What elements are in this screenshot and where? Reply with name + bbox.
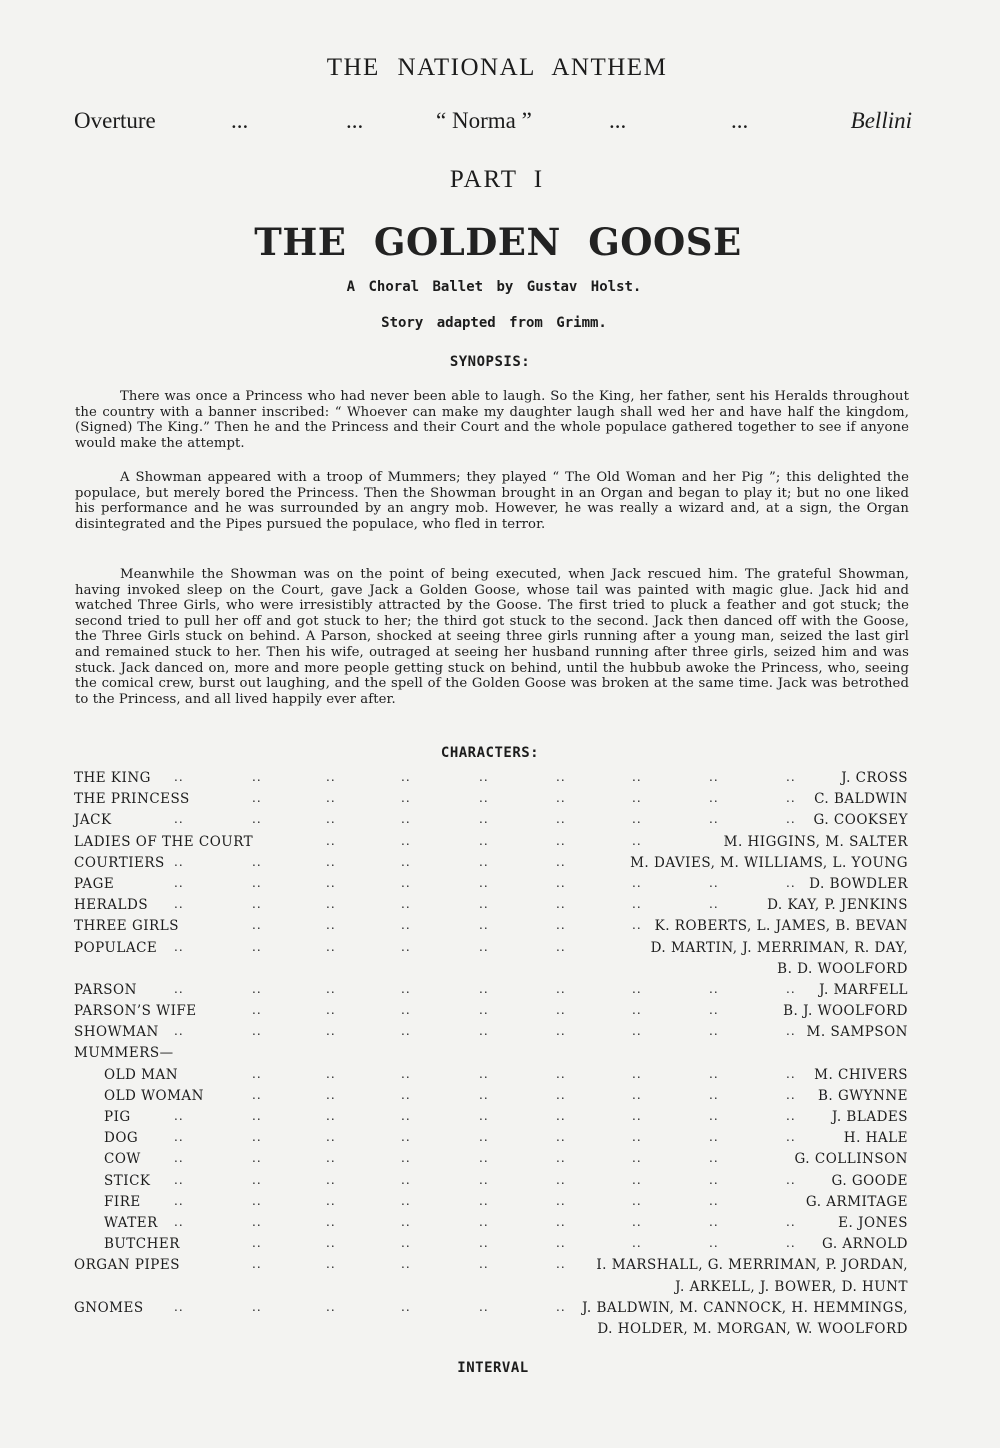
leader-dots: ..: [252, 918, 262, 933]
leader-dots: ..: [401, 770, 411, 784]
leader-dots: ..: [479, 833, 489, 848]
cast-actor: G. COLLINSON: [794, 1151, 908, 1168]
leader-dots: ..: [479, 1087, 489, 1102]
cast-actor: M. HIGGINS, M. SALTER: [723, 833, 908, 850]
leader-dots: ..: [401, 1130, 411, 1145]
leader-dots: ..: [556, 854, 566, 869]
cast-actor: B. J. WOOLFORD: [783, 1003, 908, 1020]
leader-dots: ..: [479, 1214, 489, 1229]
work-subtitle: A Choral Ballet by Gustav Holst.: [346, 279, 642, 295]
cast-actor: D. MARTIN, J. MERRIMAN, R. DAY,: [650, 939, 908, 956]
leader-dots: ..: [479, 1024, 489, 1039]
leader-dots: ..: [174, 1130, 184, 1145]
leader-dots: ..: [479, 854, 489, 869]
leader-dots: ..: [632, 1109, 642, 1123]
leader-dots: ..: [174, 1151, 184, 1166]
cast-actor: J. BALDWIN, M. CANNOCK, H. HEMMINGS,: [582, 1299, 908, 1316]
cast-row: [74, 1279, 908, 1300]
cast-role: WATER: [104, 1214, 158, 1231]
cast-role: DOG: [104, 1130, 139, 1147]
leader-dots: ..: [479, 939, 489, 954]
leader-dots: ..: [401, 1193, 411, 1208]
leader-dots: ..: [174, 1109, 184, 1123]
overture-label: Overture: [74, 108, 156, 133]
leader-dots: ..: [326, 833, 336, 848]
cast-role: HERALDS: [74, 897, 149, 914]
leader-dots: ..: [401, 918, 411, 933]
cast-role: LADIES OF THE COURT: [74, 833, 254, 850]
leader-dots: ..: [326, 1151, 336, 1166]
cast-actor: I. MARSHALL, G. MERRIMAN, P. JORDAN,: [596, 1257, 908, 1274]
leader-dots: ..: [174, 939, 184, 954]
cast-row: [74, 918, 908, 939]
cast-role: THREE GIRLS: [74, 918, 179, 935]
leader-dots: ..: [632, 1003, 642, 1018]
leader-dots: ..: [556, 1236, 566, 1251]
cast-row: [74, 1130, 908, 1151]
cast-row: [74, 791, 908, 812]
cast-actor: G. COOKSEY: [813, 812, 908, 829]
overture-leader-dots: ...: [346, 108, 364, 133]
cast-row: [74, 1194, 908, 1215]
leader-dots: ..: [326, 1236, 336, 1251]
cast-actor: J. CROSS: [841, 770, 908, 786]
cast-row: [74, 876, 908, 897]
leader-dots: ..: [709, 1066, 719, 1081]
leader-dots: ..: [252, 1024, 262, 1039]
leader-dots: ..: [252, 1003, 262, 1018]
leader-dots: ..: [326, 1003, 336, 1018]
leader-dots: ..: [556, 791, 566, 806]
leader-dots: ..: [401, 1257, 411, 1272]
leader-dots: ..: [252, 770, 262, 784]
cast-row: [74, 1067, 908, 1088]
leader-dots: ..: [401, 1151, 411, 1166]
leader-dots: ..: [326, 1193, 336, 1208]
leader-dots: ..: [786, 1024, 796, 1039]
leader-dots: ..: [401, 854, 411, 869]
leader-dots: ..: [252, 812, 262, 827]
cast-role: PARSON’S WIFE: [74, 1003, 197, 1020]
cast-role: OLD MAN: [104, 1066, 179, 1083]
leader-dots: ..: [556, 875, 566, 890]
cast-row: [74, 1321, 908, 1342]
leader-dots: ..: [632, 918, 642, 933]
leader-dots: ..: [174, 1214, 184, 1229]
leader-dots: ..: [252, 897, 262, 912]
cast-actor: H. HALE: [843, 1130, 908, 1147]
leader-dots: ..: [709, 1214, 719, 1229]
leader-dots: ..: [632, 1024, 642, 1039]
cast-role: ORGAN PIPES: [74, 1257, 180, 1274]
leader-dots: ..: [556, 897, 566, 912]
leader-dots: ..: [709, 1024, 719, 1039]
synopsis-paragraph: A Showman appeared with a troop of Mummers; they played “ The Old Woman and her Pig ”; this delighted the populace, but merely bored the Princess. Then the Showman brought in an Organ and began to play it; but no one liked his performance and he was surrounded by an angry mob. However, he was really a wizard and, at a sign, the Organ disintegrated and the Pipes pursued the populace, who fled in terror.: [75, 470, 909, 532]
leader-dots: ..: [252, 1066, 262, 1081]
leader-dots: ..: [326, 812, 336, 827]
cast-row: [74, 1024, 908, 1045]
cast-role: FIRE: [104, 1193, 141, 1210]
national-anthem-heading: THE NATIONAL ANTHEM: [326, 54, 668, 81]
leader-dots: ..: [786, 1214, 796, 1229]
cast-role: BUTCHER: [104, 1236, 180, 1253]
leader-dots: ..: [326, 1087, 336, 1102]
leader-dots: ..: [479, 897, 489, 912]
cast-actor: K. ROBERTS, L. JAMES, B. BEVAN: [654, 918, 908, 935]
leader-dots: ..: [632, 981, 642, 996]
leader-dots: ..: [174, 854, 184, 869]
leader-dots: ..: [174, 770, 184, 784]
characters-heading: CHARACTERS:: [440, 745, 540, 761]
leader-dots: ..: [709, 812, 719, 827]
leader-dots: ..: [174, 981, 184, 996]
leader-dots: ..: [326, 791, 336, 806]
leader-dots: ..: [632, 1214, 642, 1229]
leader-dots: ..: [326, 939, 336, 954]
leader-dots: ..: [709, 981, 719, 996]
cast-row: [74, 834, 908, 855]
leader-dots: ..: [632, 1151, 642, 1166]
leader-dots: ..: [709, 1151, 719, 1166]
leader-dots: ..: [326, 1066, 336, 1081]
cast-actor: E. JONES: [838, 1214, 908, 1231]
leader-dots: ..: [401, 1236, 411, 1251]
cast-row: [74, 1215, 908, 1236]
leader-dots: ..: [401, 875, 411, 890]
cast-actor: M. SAMPSON: [806, 1024, 908, 1041]
cast-actor: G. GOODE: [831, 1172, 908, 1189]
leader-dots: ..: [479, 770, 489, 784]
leader-dots: ..: [174, 1193, 184, 1208]
leader-dots: ..: [174, 875, 184, 890]
leader-dots: ..: [786, 1109, 796, 1123]
cast-row: [74, 1257, 908, 1278]
leader-dots: ..: [401, 1066, 411, 1081]
leader-dots: ..: [709, 1193, 719, 1208]
cast-row: [74, 1109, 908, 1130]
leader-dots: ..: [632, 1130, 642, 1145]
cast-role: PAGE: [74, 875, 115, 892]
interval-label: INTERVAL: [457, 1360, 529, 1376]
leader-dots: ..: [252, 1172, 262, 1187]
leader-dots: ..: [326, 875, 336, 890]
leader-dots: ..: [252, 791, 262, 806]
cast-role: SHOWMAN: [74, 1024, 159, 1041]
cast-row: [74, 982, 908, 1003]
leader-dots: ..: [401, 897, 411, 912]
leader-dots: ..: [174, 812, 184, 827]
cast-role: COW: [104, 1151, 141, 1168]
leader-dots: ..: [252, 1087, 262, 1102]
cast-row: [74, 812, 908, 833]
leader-dots: ..: [479, 791, 489, 806]
cast-role: THE KING: [74, 770, 151, 786]
leader-dots: ..: [632, 897, 642, 912]
cast-row: [74, 1151, 908, 1172]
cast-actor: D. HOLDER, M. MORGAN, W. WOOLFORD: [597, 1320, 908, 1337]
leader-dots: ..: [709, 1087, 719, 1102]
overture-leader-dots: ...: [609, 108, 627, 133]
leader-dots: ..: [479, 1257, 489, 1272]
leader-dots: ..: [556, 918, 566, 933]
cast-actor: B. D. WOOLFORD: [777, 960, 908, 977]
leader-dots: ..: [252, 981, 262, 996]
work-story-credit: Story adapted from Grimm.: [381, 315, 607, 331]
leader-dots: ..: [632, 1087, 642, 1102]
leader-dots: ..: [556, 1257, 566, 1272]
leader-dots: ..: [326, 770, 336, 784]
leader-dots: ..: [709, 770, 719, 784]
leader-dots: ..: [709, 897, 719, 912]
leader-dots: ..: [556, 1087, 566, 1102]
leader-dots: ..: [786, 1172, 796, 1187]
leader-dots: ..: [479, 1193, 489, 1208]
leader-dots: ..: [556, 1109, 566, 1123]
leader-dots: ..: [401, 812, 411, 827]
cast-role: MUMMERS—: [74, 1045, 174, 1062]
leader-dots: ..: [556, 1003, 566, 1018]
leader-dots: ..: [479, 1109, 489, 1123]
leader-dots: ..: [326, 1130, 336, 1145]
leader-dots: ..: [632, 1193, 642, 1208]
leader-dots: ..: [401, 791, 411, 806]
leader-dots: ..: [326, 918, 336, 933]
leader-dots: ..: [174, 1172, 184, 1187]
leader-dots: ..: [401, 1003, 411, 1018]
cast-role: OLD WOMAN: [104, 1087, 204, 1104]
part-heading: PART I: [449, 166, 545, 193]
leader-dots: ..: [401, 1087, 411, 1102]
leader-dots: ..: [479, 1299, 489, 1314]
cast-list: [74, 770, 908, 1342]
leader-dots: ..: [479, 1151, 489, 1166]
leader-dots: ..: [479, 1130, 489, 1145]
cast-row: [74, 855, 908, 876]
cast-actor: D. BOWDLER: [809, 875, 908, 892]
leader-dots: ..: [786, 1087, 796, 1102]
leader-dots: ..: [479, 812, 489, 827]
leader-dots: ..: [401, 833, 411, 848]
leader-dots: ..: [786, 812, 796, 827]
leader-dots: ..: [632, 1236, 642, 1251]
leader-dots: ..: [252, 875, 262, 890]
cast-row: [74, 1088, 908, 1109]
leader-dots: ..: [556, 812, 566, 827]
leader-dots: ..: [709, 1130, 719, 1145]
leader-dots: ..: [709, 1109, 719, 1123]
leader-dots: ..: [401, 939, 411, 954]
leader-dots: ..: [709, 875, 719, 890]
leader-dots: ..: [401, 1109, 411, 1123]
leader-dots: ..: [556, 1214, 566, 1229]
leader-dots: ..: [252, 1214, 262, 1229]
leader-dots: ..: [174, 1299, 184, 1314]
leader-dots: ..: [252, 939, 262, 954]
leader-dots: ..: [632, 1172, 642, 1187]
cast-actor: D. KAY, P. JENKINS: [767, 897, 908, 914]
leader-dots: ..: [479, 1172, 489, 1187]
leader-dots: ..: [401, 1299, 411, 1314]
cast-row: [74, 1300, 908, 1321]
leader-dots: ..: [556, 1299, 566, 1314]
leader-dots: ..: [556, 1172, 566, 1187]
leader-dots: ..: [556, 833, 566, 848]
leader-dots: ..: [479, 918, 489, 933]
leader-dots: ..: [556, 1151, 566, 1166]
cast-row: [74, 940, 908, 961]
leader-dots: ..: [556, 1024, 566, 1039]
leader-dots: ..: [556, 1130, 566, 1145]
leader-dots: ..: [479, 875, 489, 890]
leader-dots: ..: [786, 1236, 796, 1251]
cast-row: [74, 770, 908, 791]
cast-row: [74, 961, 908, 982]
leader-dots: ..: [326, 1299, 336, 1314]
cast-role: PIG: [104, 1109, 131, 1125]
leader-dots: ..: [326, 1172, 336, 1187]
leader-dots: ..: [786, 875, 796, 890]
leader-dots: ..: [479, 1066, 489, 1081]
overture-title: “ Norma ”: [436, 108, 532, 133]
leader-dots: ..: [252, 1130, 262, 1145]
leader-dots: ..: [556, 939, 566, 954]
synopsis-paragraph: Meanwhile the Showman was on the point of being executed, when Jack rescued him. The grateful Showman, having invoked sleep on the Court, gave Jack a Golden Goose, whose tail was painted with magic glue. Jack hid and watched Three Girls, who were irresistibly attracted by the Goose. The first tried to pluck a feather and got stuck; the second tried to pull her off and got stuck to her; the third got stuck to the second. Jack then danced off with the Goose, the Three Girls stuck on behind. A Parson, shocked at seeing three girls running after a young man, seized the last girl and remained stuck to her. Then his wife, outraged at seeing her husband running after three girls, seized him and was stuck. Jack danced on, more and more people getting stuck on behind, until the hubbub awoke the Princess, who, seeing the comical crew, burst out laughing, and the spell of the Golden Goose was broken at the same time. Jack was betrothed to the Princess, and all lived happily ever after.: [75, 567, 909, 707]
leader-dots: ..: [709, 1236, 719, 1251]
cast-role: PARSON: [74, 981, 137, 998]
synopsis-paragraph: There was once a Princess who had never been able to laugh. So the King, her father, sent his Heralds throughout the country with a banner inscribed: “ Whoever can make my daughter laugh shall wed her and have half the kingdom, (Signed) The King.” Then he and the Princess and their Court and the whole populace gathered together to see if anyone would make the attempt.: [75, 389, 909, 451]
cast-row: [74, 897, 908, 918]
cast-actor: M. CHIVERS: [814, 1066, 908, 1083]
cast-role: GNOMES: [74, 1299, 144, 1316]
cast-role: STICK: [104, 1172, 151, 1189]
leader-dots: ..: [252, 1236, 262, 1251]
leader-dots: ..: [556, 981, 566, 996]
leader-dots: ..: [401, 1024, 411, 1039]
cast-actor: G. ARMITAGE: [805, 1193, 908, 1210]
leader-dots: ..: [326, 897, 336, 912]
cast-row: [74, 1003, 908, 1024]
overture-composer: Bellini: [850, 108, 912, 133]
leader-dots: ..: [326, 1109, 336, 1123]
cast-actor: J. ARKELL, J. BOWER, D. HUNT: [675, 1278, 908, 1295]
leader-dots: ..: [632, 812, 642, 827]
leader-dots: ..: [709, 791, 719, 806]
leader-dots: ..: [326, 1214, 336, 1229]
cast-actor: J. BLADES: [831, 1109, 908, 1125]
leader-dots: ..: [326, 854, 336, 869]
leader-dots: ..: [479, 981, 489, 996]
work-title: THE GOLDEN GOOSE: [254, 220, 742, 264]
cast-actor: B. GWYNNE: [817, 1087, 908, 1104]
cast-role: POPULACE: [74, 939, 158, 956]
leader-dots: ..: [709, 1003, 719, 1018]
leader-dots: ..: [326, 1024, 336, 1039]
leader-dots: ..: [786, 981, 796, 996]
overture-leader-dots: ...: [231, 108, 249, 133]
cast-role: JACK: [74, 812, 112, 829]
leader-dots: ..: [401, 1214, 411, 1229]
leader-dots: ..: [174, 1024, 184, 1039]
overture-leader-dots: ...: [731, 108, 749, 133]
leader-dots: ..: [786, 770, 796, 784]
leader-dots: ..: [786, 791, 796, 806]
leader-dots: ..: [252, 854, 262, 869]
leader-dots: ..: [326, 981, 336, 996]
cast-actor: J. MARFELL: [819, 981, 908, 998]
leader-dots: ..: [174, 897, 184, 912]
cast-row: [74, 1236, 908, 1257]
leader-dots: ..: [632, 833, 642, 848]
leader-dots: ..: [556, 770, 566, 784]
leader-dots: ..: [326, 1257, 336, 1272]
leader-dots: ..: [632, 791, 642, 806]
cast-actor: C. BALDWIN: [814, 791, 908, 808]
synopsis-heading: SYNOPSIS:: [449, 354, 531, 370]
leader-dots: ..: [252, 1151, 262, 1166]
leader-dots: ..: [479, 1003, 489, 1018]
leader-dots: ..: [401, 981, 411, 996]
leader-dots: ..: [632, 770, 642, 784]
cast-actor: M. DAVIES, M. WILLIAMS, L. YOUNG: [630, 854, 908, 871]
cast-row: [74, 1173, 908, 1194]
leader-dots: ..: [556, 1193, 566, 1208]
cast-actor: G. ARNOLD: [822, 1236, 908, 1253]
leader-dots: ..: [479, 1236, 489, 1251]
leader-dots: ..: [556, 1066, 566, 1081]
leader-dots: ..: [252, 1299, 262, 1314]
cast-row: [74, 1045, 908, 1066]
leader-dots: ..: [786, 1130, 796, 1145]
leader-dots: ..: [786, 1066, 796, 1081]
leader-dots: ..: [252, 1109, 262, 1123]
leader-dots: ..: [709, 1172, 719, 1187]
leader-dots: ..: [401, 1172, 411, 1187]
leader-dots: ..: [252, 1257, 262, 1272]
leader-dots: ..: [632, 875, 642, 890]
leader-dots: ..: [632, 1066, 642, 1081]
overture-line: [74, 108, 912, 138]
cast-role: THE PRINCESS: [74, 791, 190, 808]
cast-role: COURTIERS: [74, 854, 165, 871]
leader-dots: ..: [252, 1193, 262, 1208]
